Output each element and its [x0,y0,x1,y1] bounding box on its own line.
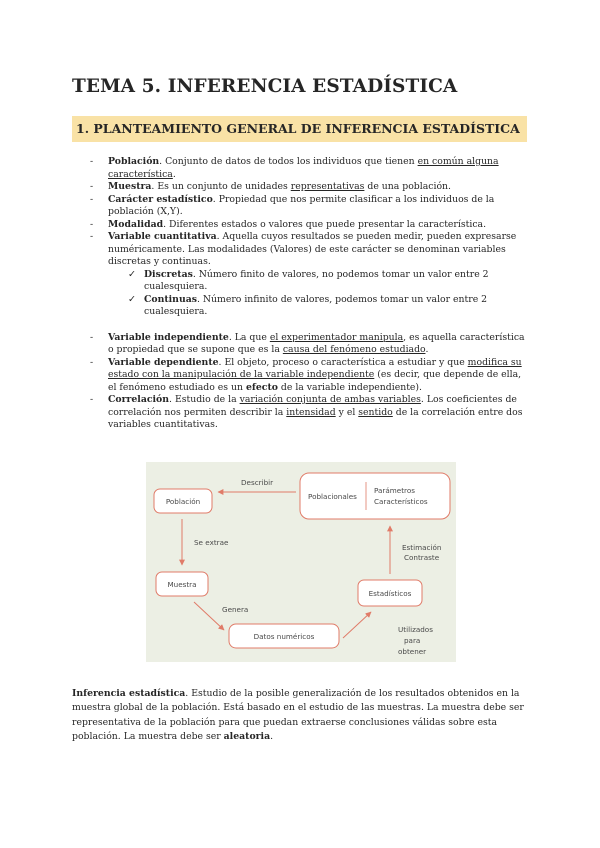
definition-text: . Estudio de la [169,394,240,405]
definitions-list [72,156,532,432]
term-discretas: Discretas [144,268,193,280]
term-dependiente: Variable dependiente [108,356,219,368]
sub-item-discretas [72,269,532,294]
definition-text: de una población. [364,181,451,192]
label-poblacion: Población [165,497,201,506]
arrow-genera [194,602,224,630]
label-parametros-2: Característicos [374,497,428,506]
bullet-dash: - [90,181,94,192]
label-utilizados-2: para [404,636,421,645]
diagram-svg [146,462,456,662]
term-independiente: Variable independiente [108,331,229,343]
underlined-text: en común alguna característica [108,156,499,180]
term-caracter: Carácter estadístico [108,193,213,205]
definition-text: de la variable independiente). [277,381,423,393]
check-icon: ✓ [128,293,136,305]
list-item-correlacion [72,394,532,432]
bullet-dash: - [90,231,94,242]
label-se-extrae: Se extrae [194,538,229,547]
check-icon: ✓ [128,268,136,280]
list-item-dependiente [72,357,532,395]
definition-text: . El objeto, proceso o característica a estudiar y que [218,356,468,368]
underlined-text: variación conjunta de ambas variables [239,394,421,405]
inference-diagram [146,462,456,662]
term-inferencia: Inferencia estadística [72,688,186,699]
paragraph-text: . [270,731,274,743]
paragraph-text: . Estudio de la posible generalización de los resultados obtenidos en la muestra global de la población. Está basado en el estudio de las muestras. La muestra debe ser representativa de la población para que puedan extraerse conclusiones válidas sobre esta población. La muestra debe ser [72,688,524,743]
term-modalidad: Modalidad [108,218,164,230]
definition-text: . Aquella cuyos resultados se pueden medir, pueden expresarse numéricamente. Las modalidades (Valores) de este carácter se denominan variables discretas y continuas. [108,231,517,267]
label-muestra: Muestra [167,580,197,589]
label-poblacionales: Poblacionales [308,492,357,501]
list-item-variable-cuantitativa [72,231,532,269]
definition-text: . [172,168,176,180]
label-utilizados-3: obtener [398,647,427,656]
term-variable-cuantitativa: Variable cuantitativa [108,231,217,242]
definition-text: . Conjunto de datos de todos los individuos que tienen [159,156,418,167]
sub-item-continuas [72,294,532,319]
section-title: 1. PLANTEAMIENTO GENERAL DE INFERENCIA ESTADÍSTICA [76,121,520,136]
definition-text: y el [335,406,359,418]
arrow-utilizados [343,612,371,638]
definition-text: . Es un conjunto de unidades [151,181,291,192]
bullet-dash: - [90,394,94,405]
definition-text: . [425,344,429,355]
definition-text: . La que [228,331,270,343]
underlined-text: representativas [290,181,365,192]
list-item-independiente [72,332,532,357]
bullet-dash: - [90,193,94,205]
definition-text: de la correlación entre dos variables cuantitativas. [108,406,523,430]
label-utilizados-1: Utilizados [398,625,433,634]
spacer [72,319,532,332]
underlined-text: modifica su estado con la manipulación de la variable independiente [108,356,522,380]
label-describir: Describir [241,478,274,487]
inference-paragraph [72,687,534,745]
definition-text: . Número infinito de valores, podemos tomar un valor entre 2 cualesquiera. [144,293,488,317]
list-item-poblacion [72,156,532,181]
definition-text: . Número finito de valores, no podemos tomar un valor entre 2 cualesquiera. [144,268,489,292]
bullet-dash: - [90,331,94,343]
definition-text: . Propiedad que nos permite clasificar a los individuos de la población (X,Y). [108,193,495,217]
label-estimacion-2: Contraste [404,553,440,562]
bold-text: efecto [245,381,278,393]
underlined-text: causa del fenómeno estudiado [282,344,426,355]
list-item-caracter [72,194,532,219]
bullet-dash: - [90,156,94,167]
definition-text: . Los coeficientes de correlación nos permiten describir la [108,394,517,418]
definition-text: . Diferentes estados o valores que puede presentar la característica. [163,218,487,230]
bullet-dash: - [90,356,94,368]
term-continuas: Continuas [144,293,197,305]
page-title: TEMA 5. INFERENCIA ESTADÍSTICA [72,76,458,97]
label-genera: Genera [222,605,249,614]
term-muestra: Muestra [108,181,152,192]
label-estimacion-1: Estimación [402,543,442,552]
list-item-muestra [72,181,532,194]
definition-text: (es decir, que depende de ella, el fenómeno estudiado es un [108,369,522,393]
definition-text: , es aquella característica o propiedad que se supone que es la [108,331,525,355]
term-poblacion: Población [108,156,160,167]
label-datos: Datos numéricos [253,632,315,641]
bold-text: aleatoria [223,731,271,743]
underlined-text: el experimentador manipula [269,331,404,343]
bullet-dash: - [90,218,94,230]
term-correlacion: Correlación [108,394,170,405]
underlined-text: intensidad [286,406,336,418]
label-estadisticos: Estadísticos [368,589,412,598]
list-item-modalidad [72,219,532,232]
label-parametros-1: Parámetros [374,486,415,495]
underlined-text: sentido [358,406,393,418]
